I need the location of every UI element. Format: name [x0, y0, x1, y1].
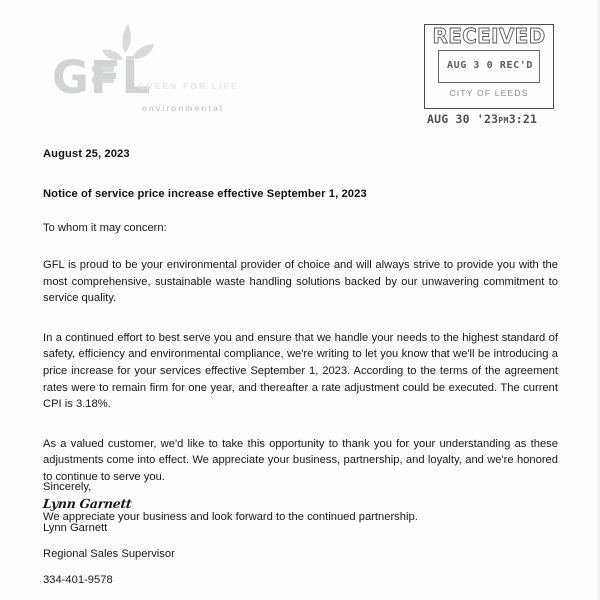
stamp-date-box [438, 50, 540, 83]
signer-name: Lynn Garnett [43, 522, 108, 534]
scan-edge [596, 0, 600, 600]
received-stamp [424, 24, 560, 134]
letter-paragraph: In a continued effort to best serve you and ensure that we handle your needs to the highest standard of safety, efficiency and environmental compliance, we're writing to let you know that we'll be introducing a price increase for your services effective September 1, 2023. According to the terms of the agreement rates were to remain firm for one year, and thereafter a rate adjustment could be executed. The current CPI is 3.18%. [43, 331, 558, 411]
stamp-timestamp [427, 112, 537, 126]
stamp-city-label: CITY OF LEEDS [449, 88, 529, 98]
stamp-date-received: AUG 3 0 REC'D [446, 60, 534, 71]
signer-phone: 334-401-9578 [43, 574, 113, 586]
letter-paragraph: As a valued customer, we'd like to take this opportunity to thank you for your understanding as these adjustments come into effect. We appreciate your business, partnership, and loyalty, and we're honored to continue to serve you. [43, 437, 558, 483]
signature-block [43, 480, 343, 588]
letter-paragraph: We appreciate your business and look forward to the continued partnership. [43, 510, 418, 523]
stamp-timestamp-time: 3:21 [508, 112, 538, 126]
letter-subject: Notice of service price increase effective September 1, 2023 [43, 188, 367, 200]
letter-paragraph: GFL is proud to be your environmental provider of choice and will always strive to provide you with the most comprehensive, sustainable waste handling solutions backed by our unwavering commitment to service quality. [43, 259, 558, 305]
letterhead [44, 22, 274, 122]
stamp-timestamp-meridiem: PM [498, 116, 509, 125]
logo-subtitle: environmental [142, 103, 224, 113]
letter-salutation: To whom it may concern: [43, 222, 167, 234]
letter-date: August 25, 2023 [43, 148, 130, 160]
signer-title: Regional Sales Supervisor [43, 548, 175, 560]
gfl-logo [44, 22, 274, 122]
handwritten-signature: Lynn Garnett [42, 496, 133, 511]
stamp-received-label: RECEIVED [432, 24, 546, 48]
logo-tagline: GREEN FOR LIFE [138, 82, 239, 91]
stamp-timestamp-date: AUG 30 '23 [427, 112, 499, 126]
signature-closing: Sincerely, [43, 481, 92, 493]
logo-wordmark: GFL [52, 51, 152, 104]
